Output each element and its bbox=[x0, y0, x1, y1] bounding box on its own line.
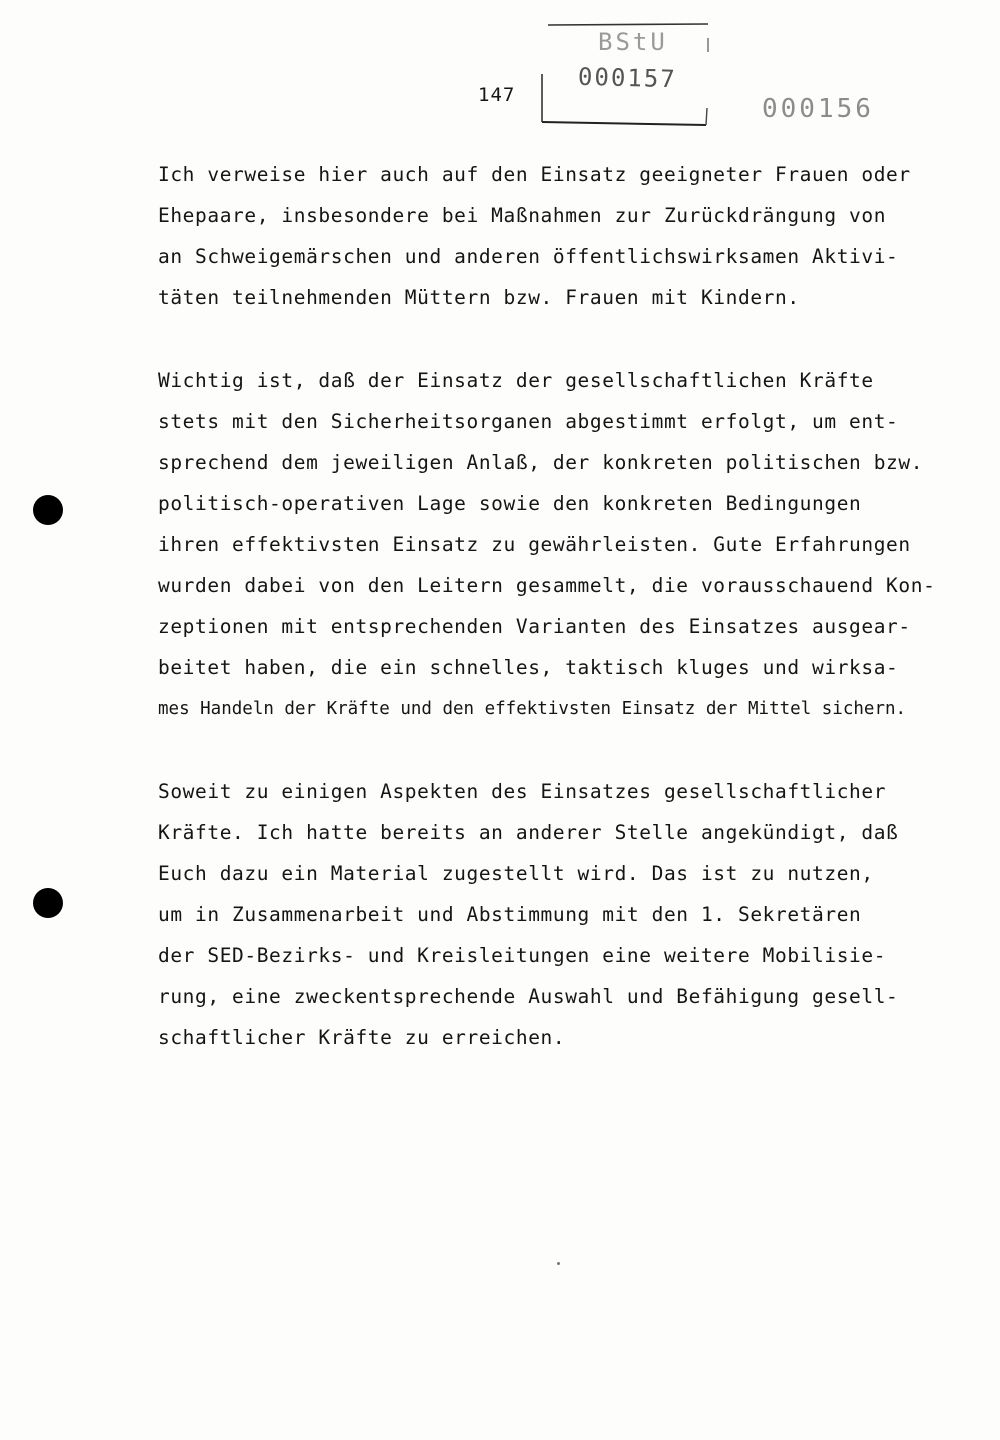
text-line: der SED-Bezirks- und Kreisleitungen eine weitere Mobilisie- bbox=[158, 944, 887, 967]
text-line: Kräfte. Ich hatte bereits an anderer Stelle angekündigt, daß bbox=[158, 821, 899, 844]
stamp-sheet-number: 000157 bbox=[577, 62, 678, 94]
text-line: sprechend dem jeweiligen Anlaß, der konkreten politischen bzw. bbox=[158, 451, 924, 474]
paper-speck bbox=[557, 1262, 560, 1265]
text-line: zeptionen mit entsprechenden Varianten des Einsatzes ausgear- bbox=[158, 615, 911, 638]
text-line: Ich verweise hier auch auf den Einsatz geeigneter Frauen oder bbox=[158, 163, 911, 186]
binder-hole bbox=[33, 888, 63, 918]
text-line: Soweit zu einigen Aspekten des Einsatzes gesellschaftlicher bbox=[158, 780, 887, 803]
body-text bbox=[158, 158, 938, 1062]
paragraph-3 bbox=[158, 775, 938, 1062]
paragraph-gap bbox=[158, 322, 938, 364]
text-line: täten teilnehmenden Müttern bzw. Frauen mit Kindern. bbox=[158, 286, 800, 309]
text-line: um in Zusammenarbeit und Abstimmung mit den 1. Sekretären bbox=[158, 903, 862, 926]
text-line: beitet haben, die ein schnelles, taktisch kluges und wirksa- bbox=[158, 656, 899, 679]
paragraph-1 bbox=[158, 158, 938, 322]
archive-sheet-number: 000156 bbox=[762, 94, 874, 124]
archive-stamp bbox=[540, 22, 710, 126]
binder-hole bbox=[33, 495, 63, 525]
page-number: 147 bbox=[478, 84, 516, 106]
paragraph-2 bbox=[158, 364, 938, 733]
text-line: ihren effektivsten Einsatz zu gewährleisten. Gute Erfahrungen bbox=[158, 533, 911, 556]
text-line: politisch-operativen Lage sowie den konkreten Bedingungen bbox=[158, 492, 862, 515]
text-line: an Schweigemärschen und anderen öffentlichswirksamen Aktivi- bbox=[158, 245, 899, 268]
text-line: schaftlicher Kräfte zu erreichen. bbox=[158, 1026, 566, 1049]
text-line: Euch dazu ein Material zugestellt wird. Das ist zu nutzen, bbox=[158, 862, 874, 885]
text-line: stets mit den Sicherheitsorganen abgestimmt erfolgt, um ent- bbox=[158, 410, 899, 433]
paragraph-gap bbox=[158, 733, 938, 775]
text-line: rung, eine zweckentsprechende Auswahl und Befähigung gesell- bbox=[158, 985, 899, 1008]
stamp-agency-label: BStU bbox=[598, 28, 668, 56]
text-line: Wichtig ist, daß der Einsatz der gesellschaftlichen Kräfte bbox=[158, 369, 874, 392]
text-line: wurden dabei von den Leitern gesammelt, die vorausschauend Kon- bbox=[158, 574, 936, 597]
text-line: Ehepaare, insbesondere bei Maßnahmen zur Zurückdrängung von bbox=[158, 204, 887, 227]
text-line: mes Handeln der Kräfte und den effektivsten Einsatz der Mittel sichern. bbox=[158, 699, 907, 719]
